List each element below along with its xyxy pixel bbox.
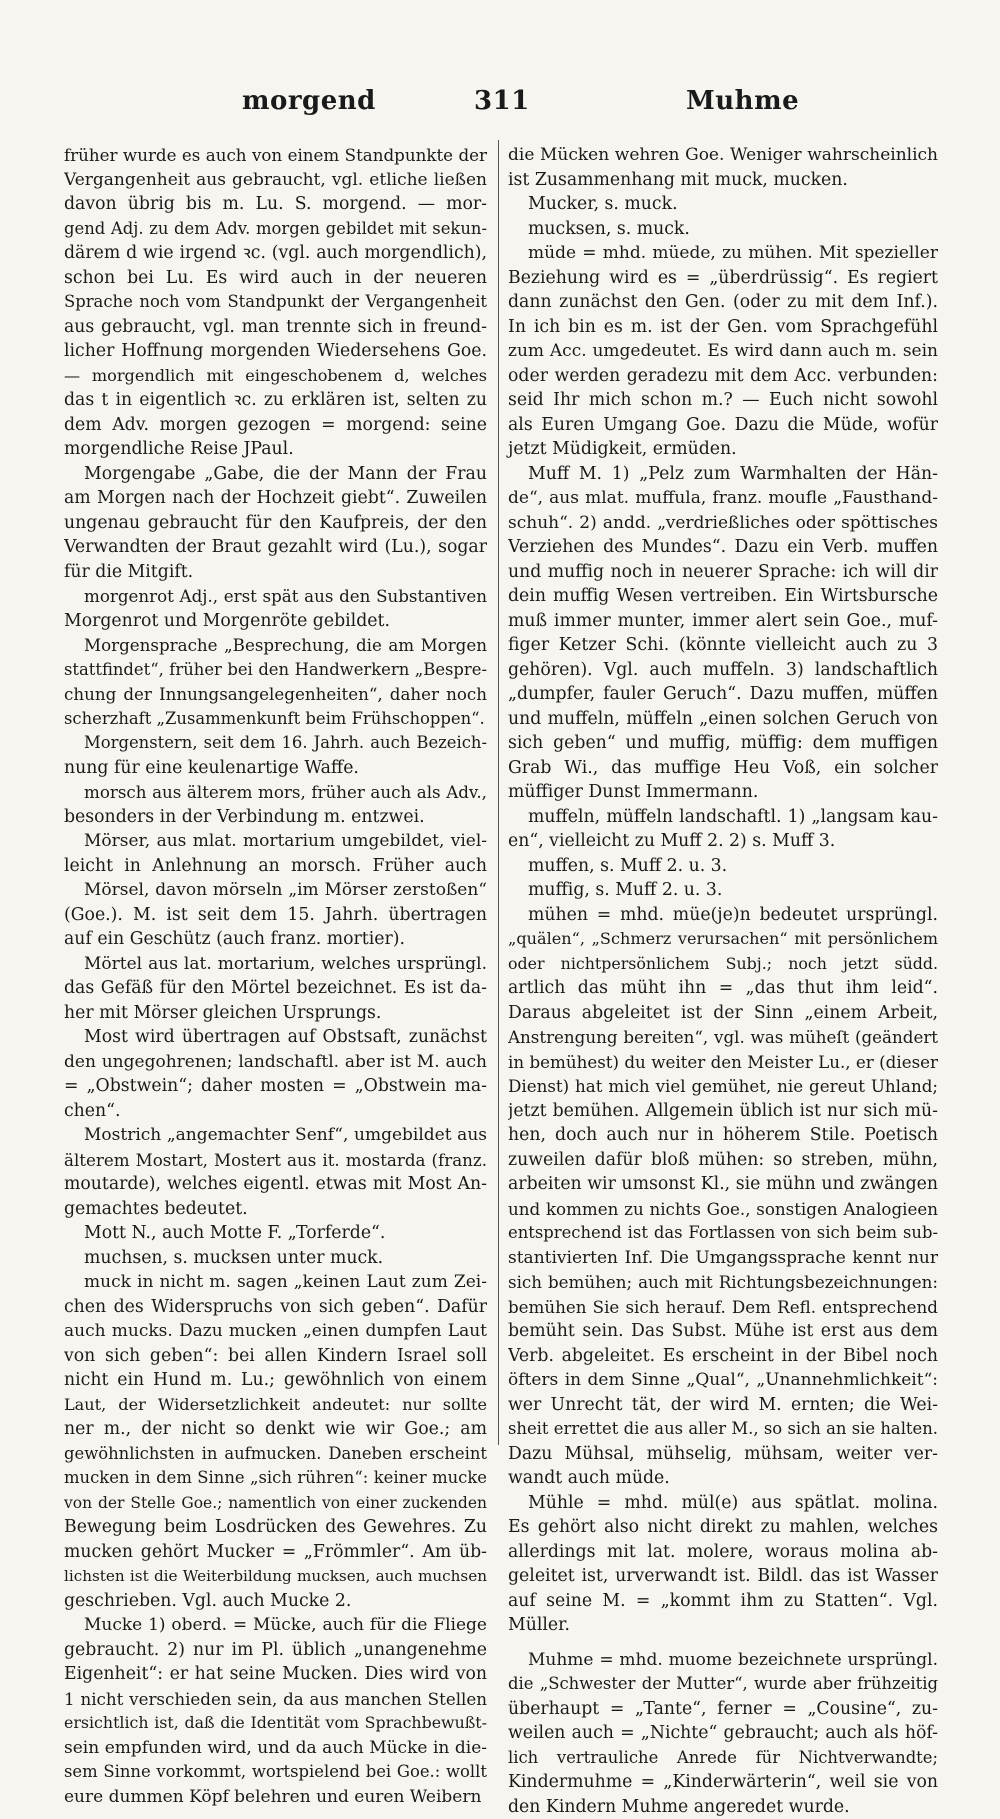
text-line: oder nichtpersönlichem Subj.; noch jetzt südd. bbox=[508, 952, 938, 977]
text-line: därem d wie irgend ꝛc. (vgl. auch morgendlich), bbox=[64, 241, 487, 266]
text-line: mucken gehört Mucker = „Frömmler“. Am üb- bbox=[64, 1540, 487, 1565]
text-line: artlich das müht ihn = „das thut ihm leid“. bbox=[508, 976, 938, 1001]
text-line: geschrieben. Vgl. auch Mucke 2. bbox=[64, 1589, 487, 1614]
text-line: jetzt bemühen. Allgemein üblich ist nur sich mü- bbox=[508, 1099, 938, 1124]
right-column bbox=[508, 143, 938, 1819]
text-line: gemachtes bedeutet. bbox=[64, 1197, 487, 1222]
text-line: stattfindet“, früher bei den Handwerkern „Bespre- bbox=[64, 658, 487, 683]
text-line: de“, aus mlat. muffula, franz. moufle „Fausthand- bbox=[508, 486, 938, 511]
text-line: besonders in der Verbindung m. entzwei. bbox=[64, 805, 487, 830]
text-line: morgendliche Reise JPaul. bbox=[64, 437, 487, 462]
text-line: müffiger Dunst Immermann. bbox=[508, 780, 938, 805]
text-line: dann zunächst den Gen. (oder zu mit dem Inf.). bbox=[508, 290, 938, 315]
text-line: licher Hoffnung morgenden Wiedersehens Goe. bbox=[64, 339, 487, 364]
text-line: bemühen Sie sich herauf. Dem Refl. entsprechend bbox=[508, 1295, 938, 1320]
text-line: mucksen, s. muck. bbox=[508, 217, 938, 242]
text-line: sem Sinne vorkommt, wortspielend bei Goe.: wollt bbox=[64, 1760, 487, 1785]
text-line: sheit errettet die aus aller M., so sich an sie halten. bbox=[508, 1417, 938, 1442]
text-line: Mucker, s. muck. bbox=[508, 192, 938, 217]
text-line: sich geben“ und muffig, müffig: dem muffigen bbox=[508, 731, 938, 756]
text-line: überhaupt = „Tante“, ferner = „Cousine“, zu- bbox=[508, 1697, 938, 1722]
text-line: In ich bin es m. ist der Gen. vom Sprachgefühl bbox=[508, 315, 938, 340]
text-line: am Morgen nach der Hochzeit giebt“. Zuweilen bbox=[64, 486, 487, 511]
text-line: — morgendlich mit eingeschobenem d, welches bbox=[64, 364, 487, 389]
text-line: Daraus abgeleitet ist der Sinn „einem Arbeit, bbox=[508, 1001, 938, 1026]
text-line: ist Zusammenhang mit muck, mucken. bbox=[508, 168, 938, 193]
text-line: hen, doch auch nur in höherem Stile. Poetisch bbox=[508, 1123, 938, 1148]
text-line: Morgenrot und Morgenröte gebildet. bbox=[64, 609, 487, 634]
text-line: ersichtlich ist, daß die Identität vom Sprachbewußt- bbox=[64, 1711, 487, 1736]
text-line: Grab Wi., das muffige Heu Voß, ein solcher bbox=[508, 756, 938, 781]
text-line: stantivierten Inf. Die Umgangssprache kennt nur bbox=[508, 1246, 938, 1271]
text-line: Bewegung beim Losdrücken des Gewehres. Zu bbox=[64, 1515, 487, 1540]
text-line: von der Stelle Goe.; namentlich von einer zuckenden bbox=[64, 1491, 487, 1516]
text-line: zum Acc. umgedeutet. Es wird dann auch m. sein bbox=[508, 339, 938, 364]
text-line: Mörser, aus mlat. mortarium umgebildet, viel- bbox=[64, 829, 487, 854]
text-line: chen des Widerspruchs von sich geben“. Dafür bbox=[64, 1295, 487, 1320]
text-line: wandt auch müde. bbox=[508, 1466, 938, 1491]
text-line: muffig, s. Muff 2. u. 3. bbox=[508, 878, 938, 903]
text-line: Sprache noch vom Standpunkt der Vergangenheit bbox=[64, 290, 487, 315]
text-line: nicht ein Hund m. Lu.; gewöhnlich von einem bbox=[64, 1368, 487, 1393]
text-line: auf seine M. = „kommt ihm zu Statten“. Vgl. bbox=[508, 1589, 938, 1614]
page-number: 311 bbox=[474, 86, 530, 116]
text-line: muffeln, müffeln landschaftl. 1) „langsam kau- bbox=[508, 805, 938, 830]
text-line: „dumpfer, fauler Geruch“. Dazu muffen, müffen bbox=[508, 682, 938, 707]
text-line: Mühle = mhd. mül(e) aus spätlat. molina. bbox=[508, 1491, 938, 1516]
text-line: mühen = mhd. müe(je)n bedeutet ursprüngl. bbox=[508, 903, 938, 928]
text-line: Kindermuhme = „Kinderwärterin“, weil sie von bbox=[508, 1770, 938, 1795]
text-line: älterem Mostart, Mostert aus it. mostarda (franz. bbox=[64, 1148, 487, 1173]
text-line: die „Schwester der Mutter“, wurde aber frühzeitig bbox=[508, 1672, 938, 1697]
text-line: Verb. abgeleitet. Es erscheint in der Bibel noch bbox=[508, 1344, 938, 1369]
text-line: für die Mitgift. bbox=[64, 560, 487, 585]
text-line: Eigenheit“: er hat seine Mucken. Dies wird von bbox=[64, 1662, 487, 1687]
text-line: in bemühest) du weiter den Meister Lu., er (dieser bbox=[508, 1050, 938, 1075]
text-line: mucken in dem Sinne „sich rühren“: keiner mucke bbox=[64, 1466, 487, 1491]
text-line: geleitet ist, urverwandt ist. Bildl. das ist Wasser bbox=[508, 1564, 938, 1589]
text-line: Mucke 1) oberd. = Mücke, auch für die Fliege bbox=[64, 1613, 487, 1638]
text-line: den ungegohrenen; landschaftl. aber ist M. auch bbox=[64, 1050, 487, 1075]
text-line: jetzt Müdigkeit, ermüden. bbox=[508, 437, 938, 462]
text-line: als Euren Umgang Goe. Dazu die Müde, wofür bbox=[508, 413, 938, 438]
text-line: eure dummen Köpf belehren und euren Weibern bbox=[64, 1785, 487, 1810]
text-line: en“, vielleicht zu Muff 2. 2) s. Muff 3. bbox=[508, 829, 938, 854]
text-line: ner m., der nicht so denkt wie wir Goe.; am bbox=[64, 1417, 487, 1442]
text-line: das t in eigentlich ꝛc. zu erklären ist, selten zu bbox=[64, 388, 487, 413]
text-line: chen“. bbox=[64, 1099, 487, 1124]
text-line: morgenrot Adj., erst spät aus den Substantiven bbox=[64, 584, 487, 609]
text-line: und muffig noch in neuerer Sprache: ich will dir bbox=[508, 560, 938, 585]
text-line: scherzhaft „Zusammenkunft beim Frühschoppen“. bbox=[64, 707, 487, 732]
text-line: Morgenstern, seit dem 16. Jahrh. auch Bezeich- bbox=[64, 731, 487, 756]
text-line: Mörtel aus lat. mortarium, welches ursprüngl. bbox=[64, 952, 487, 977]
text-line: figer Ketzer Schi. (könnte vielleicht auch zu 3 bbox=[508, 633, 938, 658]
text-line: = „Obstwein“; daher mosten = „Obstwein ma- bbox=[64, 1074, 487, 1099]
text-line: gehören). Vgl. auch muffeln. 3) landschaftlich bbox=[508, 658, 938, 683]
text-line: auf ein Geschütz (auch franz. mortier). bbox=[64, 927, 487, 952]
text-line: wer Unrecht tät, der wird M. ernten; die Wei- bbox=[508, 1393, 938, 1418]
text-line: Morgensprache „Besprechung, die am Morgen bbox=[64, 633, 487, 658]
text-line: Verziehen des Mundes“. Dazu ein Verb. muffen bbox=[508, 535, 938, 560]
text-line: Mott N., auch Motte F. „Torferde“. bbox=[64, 1221, 487, 1246]
text-line: und kommen zu nichts Goe., sonstigen Analogieen bbox=[508, 1197, 938, 1222]
text-line: früher wurde es auch von einem Standpunkte der bbox=[64, 143, 487, 168]
text-line: schon bei Lu. Es wird auch in der neueren bbox=[64, 266, 487, 291]
running-head-right: Muhme bbox=[686, 86, 799, 116]
text-line: die Mücken wehren Goe. Weniger wahrscheinlich bbox=[508, 143, 938, 168]
text-line: und muffeln, müffeln „einen solchen Geruch von bbox=[508, 707, 938, 732]
running-head-left: morgend bbox=[242, 86, 376, 116]
column-divider bbox=[498, 140, 499, 1445]
text-line: Dienst) hat mich viel gemühet, nie gereut Uhland; bbox=[508, 1074, 938, 1099]
text-line: 1 nicht verschieden sein, da aus manchen Stellen bbox=[64, 1687, 487, 1712]
text-line: nung für eine keulenartige Waffe. bbox=[64, 756, 487, 781]
text-line: den Kindern Muhme angeredet wurde. bbox=[508, 1795, 938, 1819]
text-line: bemüht sein. Das Subst. Mühe ist erst aus dem bbox=[508, 1319, 938, 1344]
text-line: dein muffig Wesen vertreiben. Ein Wirtsbursche bbox=[508, 584, 938, 609]
text-line: Anstrengung bereiten“, vgl. was müheſt (geändert bbox=[508, 1025, 938, 1050]
text-line: Most wird übertragen auf Obstsaft, zunächst bbox=[64, 1025, 487, 1050]
text-line: chung der Innungsangelegenheiten“, daher noch bbox=[64, 682, 487, 707]
left-column bbox=[64, 143, 487, 1809]
text-line: auch mucks. Dazu mucken „einen dumpfen Laut bbox=[64, 1319, 487, 1344]
text-line: lich vertrauliche Anrede für Nichtverwandte; bbox=[508, 1746, 938, 1771]
text-line: schuh“. 2) andd. „verdrießliches oder spöttisches bbox=[508, 511, 938, 536]
text-line: muchsen, s. mucksen unter muck. bbox=[64, 1246, 487, 1271]
text-line: davon übrig bis m. Lu. S. morgend. — mor- bbox=[64, 192, 487, 217]
text-line: Es gehört also nicht direkt zu mahlen, welches bbox=[508, 1515, 938, 1540]
text-line: Vergangenheit aus gebraucht, vgl. etliche ließen bbox=[64, 168, 487, 193]
text-line: muck in nicht m. sagen „keinen Laut zum Zei- bbox=[64, 1270, 487, 1295]
text-line: gebraucht. 2) nur im Pl. üblich „unangenehme bbox=[64, 1638, 487, 1663]
text-line: muffen, s. Muff 2. u. 3. bbox=[508, 854, 938, 879]
text-line: sich bemühen; auch mit Richtungsbezeichnungen: bbox=[508, 1270, 938, 1295]
text-line: Mörsel, davon mörseln „im Mörser zerstoßen“ bbox=[64, 878, 487, 903]
text-line: „quälen“, „Schmerz verursachen“ mit persönlichem bbox=[508, 927, 938, 952]
text-line: seid Ihr mich schon m.? — Euch nicht sowohl bbox=[508, 388, 938, 413]
text-line: Verwandten der Braut gezahlt wird (Lu.), sogar bbox=[64, 535, 487, 560]
text-line: Morgengabe „Gabe, die der Mann der Frau bbox=[64, 462, 487, 487]
text-line: Muff M. 1) „Pelz zum Warmhalten der Hän- bbox=[508, 462, 938, 487]
text-line: entsprechend ist das Fortlassen von sich beim sub- bbox=[508, 1221, 938, 1246]
text-line: allerdings mit lat. molere, woraus molina ab- bbox=[508, 1540, 938, 1565]
text-line: gend Adj. zu dem Adv. morgen gebildet mit sekun- bbox=[64, 217, 487, 242]
text-line: arbeiten wir umsonst Kl., sie mühn und zwängen bbox=[508, 1172, 938, 1197]
text-line: ungenau gebraucht für den Kaufpreis, der den bbox=[64, 511, 487, 536]
text-line: moutarde), welches eigentl. etwas mit Most An- bbox=[64, 1172, 487, 1197]
text-line: Mostrich „angemachter Senf“, umgebildet aus bbox=[64, 1123, 487, 1148]
text-line: öfters in dem Sinne „Qual“, „Unannehmlichkeit“: bbox=[508, 1368, 938, 1393]
text-line: (Goe.). M. ist seit dem 15. Jahrh. übertragen bbox=[64, 903, 487, 928]
text-line: aus gebraucht, vgl. man trennte sich in freund- bbox=[64, 315, 487, 340]
text-line: müde = mhd. müede, zu mühen. Mit spezieller bbox=[508, 241, 938, 266]
text-line: das Gefäß für den Mörtel bezeichnet. Es ist da- bbox=[64, 976, 487, 1001]
text-line: sein empfunden wird, und da auch Mücke in die- bbox=[64, 1736, 487, 1761]
text-line: her mit Mörser gleichen Ursprungs. bbox=[64, 1001, 487, 1026]
text-line: zuweilen dafür bloß mühen: so streben, mühn, bbox=[508, 1148, 938, 1173]
text-line: Müller. bbox=[508, 1613, 938, 1638]
text-line: Dazu Mühsal, mühselig, mühsam, weiter ver- bbox=[508, 1442, 938, 1467]
text-line: weilen auch = „Nichte“ gebraucht; auch als höf- bbox=[508, 1721, 938, 1746]
text-line: Muhme = mhd. muome bezeichnete ursprüngl. bbox=[508, 1648, 938, 1673]
text-line: dem Adv. morgen gezogen = morgend: seine bbox=[64, 413, 487, 438]
text-line: gewöhnlichsten in aufmucken. Daneben erscheint bbox=[64, 1442, 487, 1467]
text-line: leicht in Anlehnung an morsch. Früher auch bbox=[64, 854, 487, 879]
text-line: morsch aus älterem mors, früher auch als Adv., bbox=[64, 780, 487, 805]
text-line: von sich geben“: bei allen Kindern Israel soll bbox=[64, 1344, 487, 1369]
text-line: muß immer munter, immer alert sein Goe., muf- bbox=[508, 609, 938, 634]
text-line: Laut, der Widersetzlichkeit andeutet: nur sollte bbox=[64, 1393, 487, 1418]
text-line: Beziehung wird es = „überdrüssig“. Es regiert bbox=[508, 266, 938, 291]
text-line: lichsten ist die Weiterbildung mucksen, auch muchsen bbox=[64, 1564, 487, 1589]
text-line: oder werden geradezu mit dem Acc. verbunden: bbox=[508, 364, 938, 389]
